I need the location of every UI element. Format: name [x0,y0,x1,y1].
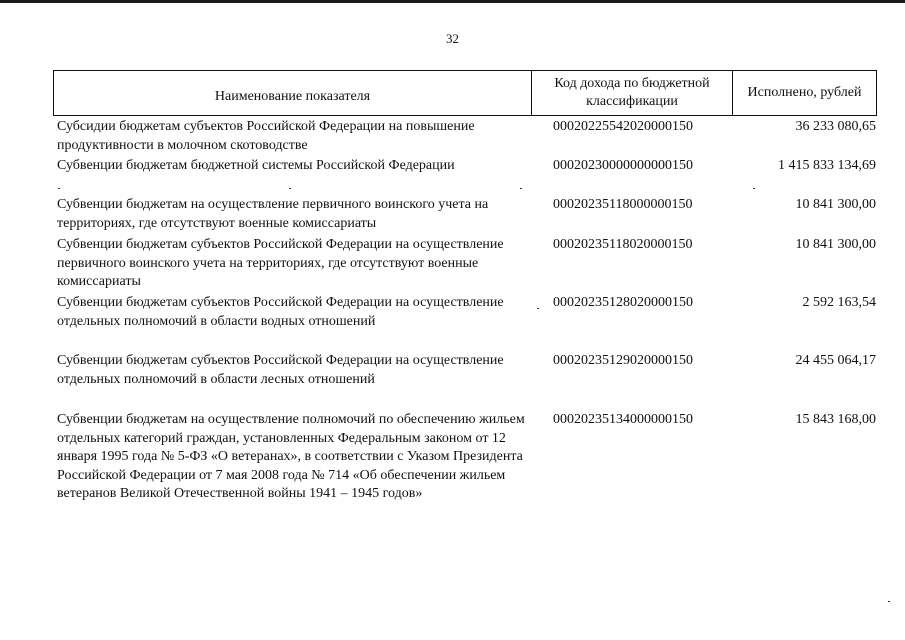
row-name: Субвенции бюджетам субъектов Российской Федерации на осуществление отдельных полномочий в области водных отношений [57,295,504,329]
scan-speck [888,601,890,602]
row-amount: 2 592 163,54 [802,295,876,310]
row-code: 00020235118000000150 [553,197,693,212]
row-code: 00020235118020000150 [553,237,693,252]
row-name: Субвенции бюджетам на осуществление полномочий по обеспечению жильем отдельных категорий граждан, установленных Федеральным законом от 12 января 1995 года № 5-ФЗ «О ветеранах», в соответствии с Указом Президента Российской Федерации от 7 мая 2008 года № 714 «Об обеспечении жильем ветеранов Великой Отечественной войны 1941 – 1945 годов» [57,412,525,501]
row-name: Субвенции бюджетам субъектов Российской Федерации на осуществление отдельных полномочий в области лесных отношений [57,353,504,387]
row-amount: 1 415 833 134,69 [778,158,876,173]
row-amount: 10 841 300,00 [795,197,876,212]
scan-speck [520,188,522,189]
row-amount: 10 841 300,00 [795,237,876,252]
row-code: 00020225542020000150 [553,119,693,134]
row-name: Субсидии бюджетам субъектов Российской Федерации на повышение продуктивности в молочном скотоводстве [57,119,475,153]
row-amount: 36 233 080,65 [795,119,876,134]
table-header [53,70,877,116]
page-number: 32 [446,31,459,46]
row-amount: 24 455 064,17 [795,353,876,368]
header-name: Наименование показателя [54,71,532,115]
row-name: Субвенции бюджетам субъектов Российской Федерации на осуществление первичного воинского учета на территориях, где отсутствуют военные комиссариаты [57,237,504,289]
header-code: Код дохода по бюджетной классификации [532,71,733,115]
page-top-border [0,0,905,3]
row-code: 00020230000000000150 [553,158,693,173]
row-name: Субвенции бюджетам бюджетной системы Российской Федерации [57,158,455,173]
scan-speck [537,308,539,309]
scan-speck [753,188,755,189]
scan-speck [58,188,60,189]
header-amount: Исполнено, рублей [747,85,862,100]
row-amount: 15 843 168,00 [795,412,876,427]
row-name: Субвенции бюджетам на осуществление первичного воинского учета на территориях, где отсутствуют военные комиссариаты [57,197,489,231]
row-code: 00020235129020000150 [553,353,693,368]
scan-speck [289,188,291,189]
row-code: 00020235134000000150 [553,412,693,427]
row-code: 00020235128020000150 [553,295,693,310]
